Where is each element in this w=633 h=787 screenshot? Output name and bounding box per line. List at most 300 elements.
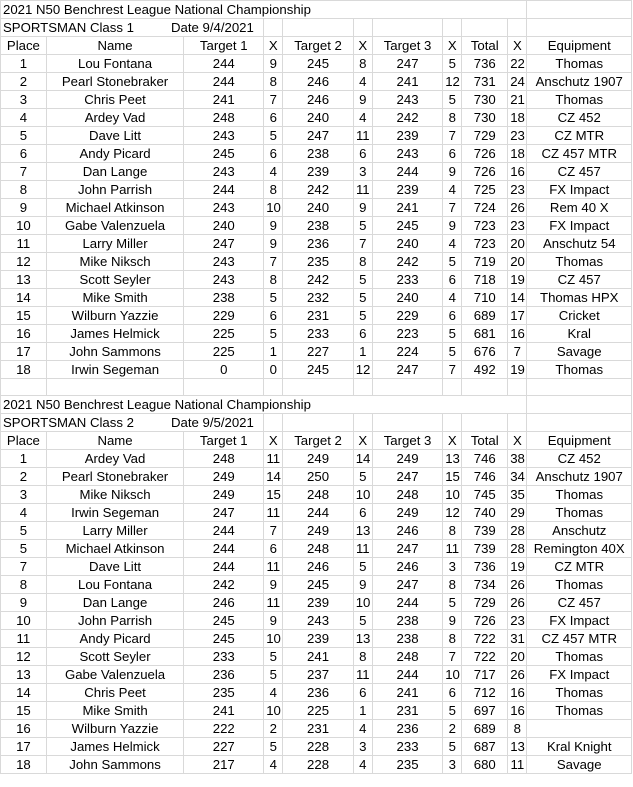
cell-equipment[interactable]: CZ 452 [527, 450, 632, 468]
cell-target-2-x[interactable]: 11 [353, 666, 372, 684]
cell-target-2[interactable]: 240 [283, 109, 353, 127]
cell-name[interactable]: Michael Atkinson [46, 540, 183, 558]
cell-target-1[interactable]: 247 [184, 235, 264, 253]
cell-target-2-x[interactable]: 13 [353, 630, 372, 648]
cell-total-x[interactable]: 28 [508, 522, 527, 540]
cell-target-3-x[interactable]: 10 [443, 666, 462, 684]
cell-target-1[interactable]: 240 [184, 217, 264, 235]
cell-target-2-x[interactable]: 13 [353, 522, 372, 540]
cell-target-1-x[interactable]: 9 [264, 576, 283, 594]
empty-cell[interactable] [527, 1, 632, 19]
cell-target-1[interactable]: 245 [184, 145, 264, 163]
cell-name[interactable]: Dave Litt [46, 127, 183, 145]
cell-target-3-x[interactable]: 12 [443, 73, 462, 91]
cell-place[interactable]: 1 [1, 55, 47, 73]
cell-total[interactable]: 731 [462, 73, 508, 91]
cell-equipment[interactable]: CZ MTR [527, 127, 632, 145]
empty-cell[interactable] [264, 379, 283, 396]
cell-target-1-x[interactable]: 10 [264, 199, 283, 217]
cell-name[interactable]: Larry Miller [46, 522, 183, 540]
cell-total-x[interactable]: 22 [508, 55, 527, 73]
empty-cell[interactable] [462, 379, 508, 396]
cell-total-x[interactable]: 19 [508, 558, 527, 576]
cell-target-2-x[interactable]: 12 [353, 361, 372, 379]
cell-place[interactable]: 7 [1, 163, 47, 181]
cell-equipment[interactable]: Thomas [527, 684, 632, 702]
cell-target-3[interactable]: 229 [372, 307, 442, 325]
cell-total-x[interactable]: 11 [508, 756, 527, 774]
empty-cell[interactable] [283, 414, 353, 432]
header-name[interactable]: Name [46, 432, 183, 450]
empty-cell[interactable] [527, 379, 632, 396]
cell-target-3[interactable]: 247 [372, 361, 442, 379]
empty-cell[interactable] [508, 414, 527, 432]
cell-place[interactable]: 2 [1, 468, 47, 486]
cell-target-3[interactable]: 238 [372, 630, 442, 648]
cell-target-1-x[interactable]: 6 [264, 109, 283, 127]
cell-total[interactable]: 687 [462, 738, 508, 756]
cell-name[interactable]: Lou Fontana [46, 576, 183, 594]
cell-total-x[interactable]: 18 [508, 109, 527, 127]
cell-total[interactable]: 689 [462, 307, 508, 325]
cell-place[interactable]: 11 [1, 235, 47, 253]
cell-total[interactable]: 729 [462, 127, 508, 145]
cell-target-1-x[interactable]: 6 [264, 540, 283, 558]
cell-name[interactable]: Wilburn Yazzie [46, 720, 183, 738]
cell-target-2-x[interactable]: 5 [353, 558, 372, 576]
cell-total[interactable]: 739 [462, 522, 508, 540]
cell-place[interactable]: 9 [1, 594, 47, 612]
cell-total-x[interactable]: 34 [508, 468, 527, 486]
cell-target-1-x[interactable]: 15 [264, 486, 283, 504]
cell-total[interactable]: 739 [462, 540, 508, 558]
cell-name[interactable]: Irwin Segeman [46, 504, 183, 522]
cell-total[interactable]: 717 [462, 666, 508, 684]
cell-total-x[interactable]: 23 [508, 181, 527, 199]
cell-place[interactable]: 7 [1, 558, 47, 576]
cell-total[interactable]: 729 [462, 594, 508, 612]
cell-place[interactable]: 5 [1, 522, 47, 540]
empty-cell[interactable] [527, 414, 632, 432]
cell-name[interactable]: Mike Smith [46, 702, 183, 720]
cell-target-3-x[interactable]: 5 [443, 325, 462, 343]
cell-target-2[interactable]: 248 [283, 540, 353, 558]
cell-total[interactable]: 746 [462, 450, 508, 468]
cell-target-1-x[interactable]: 4 [264, 684, 283, 702]
cell-total-x[interactable]: 16 [508, 702, 527, 720]
cell-target-1-x[interactable]: 5 [264, 648, 283, 666]
empty-cell[interactable] [46, 379, 183, 396]
cell-target-2-x[interactable]: 5 [353, 468, 372, 486]
cell-place[interactable]: 13 [1, 271, 47, 289]
header-total[interactable]: Total [462, 432, 508, 450]
cell-target-2[interactable]: 236 [283, 235, 353, 253]
cell-total-x[interactable]: 19 [508, 361, 527, 379]
cell-name[interactable]: Gabe Valenzuela [46, 217, 183, 235]
cell-target-1[interactable]: 242 [184, 576, 264, 594]
header-target-2[interactable]: Target 2 [283, 37, 353, 55]
cell-target-2[interactable]: 247 [283, 127, 353, 145]
cell-target-2-x[interactable]: 6 [353, 145, 372, 163]
cell-target-2-x[interactable]: 4 [353, 73, 372, 91]
cell-name[interactable]: Larry Miller [46, 235, 183, 253]
cell-name[interactable]: John Sammons [46, 756, 183, 774]
cell-target-3-x[interactable]: 5 [443, 594, 462, 612]
cell-place[interactable]: 10 [1, 612, 47, 630]
cell-target-1-x[interactable]: 11 [264, 594, 283, 612]
cell-target-3[interactable]: 241 [372, 684, 442, 702]
cell-target-2-x[interactable]: 1 [353, 702, 372, 720]
cell-target-2[interactable]: 231 [283, 307, 353, 325]
header-equipment[interactable]: Equipment [527, 37, 632, 55]
cell-target-2-x[interactable]: 10 [353, 594, 372, 612]
cell-name[interactable]: Mike Niksch [46, 253, 183, 271]
cell-name[interactable]: Mike Niksch [46, 486, 183, 504]
cell-target-3[interactable]: 224 [372, 343, 442, 361]
cell-total[interactable]: 697 [462, 702, 508, 720]
header-target-3[interactable]: Target 3 [372, 432, 442, 450]
cell-total[interactable]: 736 [462, 55, 508, 73]
cell-target-2-x[interactable]: 5 [353, 289, 372, 307]
cell-total[interactable]: 710 [462, 289, 508, 307]
cell-target-3-x[interactable]: 9 [443, 612, 462, 630]
class-label[interactable] [1, 19, 264, 37]
cell-equipment[interactable]: Thomas [527, 361, 632, 379]
header-equipment[interactable]: Equipment [527, 432, 632, 450]
cell-total-x[interactable]: 26 [508, 576, 527, 594]
cell-target-3[interactable]: 243 [372, 91, 442, 109]
cell-equipment[interactable]: Rem 40 X [527, 199, 632, 217]
cell-place[interactable]: 14 [1, 289, 47, 307]
cell-name[interactable]: Ardey Vad [46, 450, 183, 468]
cell-target-1[interactable]: 243 [184, 271, 264, 289]
cell-place[interactable]: 2 [1, 73, 47, 91]
cell-total[interactable]: 740 [462, 504, 508, 522]
header-target-2-x[interactable]: X [353, 432, 372, 450]
cell-place[interactable]: 17 [1, 738, 47, 756]
cell-total[interactable]: 712 [462, 684, 508, 702]
cell-equipment[interactable]: Thomas [527, 486, 632, 504]
header-target-3-x[interactable]: X [443, 432, 462, 450]
cell-equipment[interactable]: Kral [527, 325, 632, 343]
cell-target-2[interactable]: 239 [283, 163, 353, 181]
cell-target-3-x[interactable]: 7 [443, 648, 462, 666]
cell-place[interactable]: 5 [1, 540, 47, 558]
cell-target-3[interactable]: 235 [372, 756, 442, 774]
cell-target-1[interactable]: 244 [184, 522, 264, 540]
cell-target-1-x[interactable]: 7 [264, 91, 283, 109]
cell-name[interactable]: Dave Litt [46, 558, 183, 576]
cell-target-3-x[interactable]: 5 [443, 702, 462, 720]
cell-target-1[interactable]: 245 [184, 630, 264, 648]
cell-target-3[interactable]: 231 [372, 702, 442, 720]
cell-equipment[interactable]: Thomas [527, 55, 632, 73]
empty-cell[interactable] [443, 414, 462, 432]
cell-name[interactable]: John Parrish [46, 181, 183, 199]
cell-equipment[interactable]: Thomas [527, 576, 632, 594]
cell-total-x[interactable]: 31 [508, 630, 527, 648]
cell-equipment[interactable]: Thomas [527, 91, 632, 109]
cell-target-1[interactable]: 225 [184, 343, 264, 361]
cell-target-3[interactable]: 248 [372, 486, 442, 504]
cell-place[interactable]: 8 [1, 576, 47, 594]
cell-target-2-x[interactable]: 5 [353, 307, 372, 325]
cell-target-1[interactable]: 227 [184, 738, 264, 756]
cell-place[interactable]: 3 [1, 486, 47, 504]
cell-target-1[interactable]: 222 [184, 720, 264, 738]
cell-target-1-x[interactable]: 6 [264, 145, 283, 163]
empty-cell[interactable] [184, 379, 264, 396]
cell-target-3-x[interactable]: 3 [443, 558, 462, 576]
cell-target-3[interactable]: 242 [372, 109, 442, 127]
cell-target-3-x[interactable]: 15 [443, 468, 462, 486]
cell-place[interactable]: 3 [1, 91, 47, 109]
cell-equipment[interactable]: CZ 457 [527, 163, 632, 181]
cell-name[interactable]: Andy Picard [46, 630, 183, 648]
cell-target-2[interactable]: 239 [283, 630, 353, 648]
header-target-1[interactable]: Target 1 [184, 432, 264, 450]
cell-target-3-x[interactable]: 5 [443, 253, 462, 271]
cell-target-3[interactable]: 249 [372, 504, 442, 522]
cell-target-1-x[interactable]: 11 [264, 504, 283, 522]
empty-cell[interactable] [353, 379, 372, 396]
cell-total-x[interactable]: 26 [508, 594, 527, 612]
cell-target-3[interactable]: 246 [372, 522, 442, 540]
cell-place[interactable]: 15 [1, 702, 47, 720]
cell-target-1-x[interactable]: 6 [264, 307, 283, 325]
empty-cell[interactable] [372, 19, 442, 37]
cell-target-3-x[interactable]: 5 [443, 91, 462, 109]
cell-equipment[interactable]: FX Impact [527, 666, 632, 684]
cell-target-2[interactable]: 245 [283, 55, 353, 73]
cell-total-x[interactable]: 20 [508, 235, 527, 253]
empty-cell[interactable] [443, 379, 462, 396]
cell-target-2-x[interactable]: 5 [353, 612, 372, 630]
cell-target-3[interactable]: 242 [372, 253, 442, 271]
cell-name[interactable]: Pearl Stonebraker [46, 73, 183, 91]
cell-equipment[interactable]: Savage [527, 756, 632, 774]
cell-target-3-x[interactable]: 9 [443, 163, 462, 181]
cell-target-2-x[interactable]: 14 [353, 450, 372, 468]
cell-equipment[interactable]: Anschutz 54 [527, 235, 632, 253]
cell-target-2[interactable]: 235 [283, 253, 353, 271]
empty-cell[interactable] [508, 379, 527, 396]
empty-cell[interactable] [353, 414, 372, 432]
cell-place[interactable]: 8 [1, 181, 47, 199]
header-target-3-x[interactable]: X [443, 37, 462, 55]
cell-total[interactable]: 734 [462, 576, 508, 594]
empty-cell[interactable] [264, 19, 283, 37]
cell-target-1-x[interactable]: 9 [264, 235, 283, 253]
cell-total-x[interactable]: 8 [508, 720, 527, 738]
cell-target-2-x[interactable]: 6 [353, 504, 372, 522]
cell-target-1[interactable]: 249 [184, 468, 264, 486]
empty-cell[interactable] [462, 19, 508, 37]
cell-target-1-x[interactable]: 5 [264, 325, 283, 343]
header-target-1-x[interactable]: X [264, 432, 283, 450]
cell-target-2-x[interactable]: 7 [353, 235, 372, 253]
cell-name[interactable]: James Helmick [46, 738, 183, 756]
cell-target-2-x[interactable]: 11 [353, 540, 372, 558]
cell-place[interactable]: 15 [1, 307, 47, 325]
empty-cell[interactable] [462, 414, 508, 432]
cell-name[interactable]: Chris Peet [46, 91, 183, 109]
cell-target-2-x[interactable]: 4 [353, 756, 372, 774]
cell-target-2[interactable]: 240 [283, 199, 353, 217]
cell-place[interactable]: 6 [1, 145, 47, 163]
cell-target-1[interactable]: 244 [184, 55, 264, 73]
cell-target-3-x[interactable]: 10 [443, 486, 462, 504]
cell-total-x[interactable]: 18 [508, 145, 527, 163]
cell-target-3-x[interactable]: 6 [443, 271, 462, 289]
cell-equipment[interactable]: FX Impact [527, 181, 632, 199]
cell-target-3-x[interactable]: 8 [443, 576, 462, 594]
cell-total[interactable]: 730 [462, 109, 508, 127]
cell-place[interactable]: 13 [1, 666, 47, 684]
cell-target-1[interactable]: 0 [184, 361, 264, 379]
cell-place[interactable]: 5 [1, 127, 47, 145]
cell-total-x[interactable]: 19 [508, 271, 527, 289]
section-title[interactable]: 2021 N50 Benchrest League National Championship [1, 1, 527, 19]
cell-target-2-x[interactable]: 4 [353, 109, 372, 127]
cell-target-1-x[interactable]: 7 [264, 522, 283, 540]
cell-total[interactable]: 725 [462, 181, 508, 199]
cell-total[interactable]: 726 [462, 612, 508, 630]
cell-target-1[interactable]: 243 [184, 163, 264, 181]
cell-equipment[interactable]: Thomas [527, 702, 632, 720]
cell-target-1-x[interactable]: 2 [264, 720, 283, 738]
cell-total[interactable]: 730 [462, 91, 508, 109]
cell-name[interactable]: John Parrish [46, 612, 183, 630]
cell-name[interactable]: Dan Lange [46, 594, 183, 612]
cell-target-2[interactable]: 249 [283, 522, 353, 540]
cell-target-1[interactable]: 236 [184, 666, 264, 684]
cell-total[interactable]: 722 [462, 630, 508, 648]
cell-target-3-x[interactable]: 7 [443, 361, 462, 379]
cell-target-1[interactable]: 241 [184, 91, 264, 109]
cell-equipment[interactable]: Cricket [527, 307, 632, 325]
cell-target-1-x[interactable]: 9 [264, 612, 283, 630]
cell-equipment[interactable]: CZ 457 MTR [527, 145, 632, 163]
cell-place[interactable]: 12 [1, 253, 47, 271]
cell-total-x[interactable]: 29 [508, 504, 527, 522]
cell-place[interactable]: 4 [1, 504, 47, 522]
cell-name[interactable]: Pearl Stonebraker [46, 468, 183, 486]
cell-target-2-x[interactable]: 5 [353, 271, 372, 289]
cell-place[interactable]: 11 [1, 630, 47, 648]
cell-target-3[interactable]: 236 [372, 720, 442, 738]
cell-target-2-x[interactable]: 11 [353, 127, 372, 145]
cell-target-1-x[interactable]: 10 [264, 702, 283, 720]
cell-target-3[interactable]: 247 [372, 576, 442, 594]
cell-target-3[interactable]: 243 [372, 145, 442, 163]
cell-target-3-x[interactable]: 7 [443, 127, 462, 145]
cell-total-x[interactable]: 14 [508, 289, 527, 307]
cell-target-2[interactable]: 246 [283, 73, 353, 91]
cell-target-1-x[interactable]: 1 [264, 343, 283, 361]
cell-name[interactable]: Michael Atkinson [46, 199, 183, 217]
cell-target-2-x[interactable]: 9 [353, 576, 372, 594]
cell-place[interactable]: 12 [1, 648, 47, 666]
cell-target-3-x[interactable]: 6 [443, 684, 462, 702]
cell-target-3[interactable]: 239 [372, 181, 442, 199]
cell-target-1[interactable]: 249 [184, 486, 264, 504]
empty-cell[interactable] [353, 19, 372, 37]
cell-target-1-x[interactable]: 5 [264, 738, 283, 756]
cell-target-2[interactable]: 246 [283, 91, 353, 109]
empty-cell[interactable] [283, 19, 353, 37]
cell-target-1-x[interactable]: 4 [264, 756, 283, 774]
header-target-3[interactable]: Target 3 [372, 37, 442, 55]
cell-target-1[interactable]: 248 [184, 450, 264, 468]
cell-target-2[interactable]: 237 [283, 666, 353, 684]
cell-target-3-x[interactable]: 6 [443, 307, 462, 325]
cell-equipment[interactable]: Anschutz [527, 522, 632, 540]
cell-target-3-x[interactable]: 5 [443, 738, 462, 756]
cell-target-3[interactable]: 240 [372, 235, 442, 253]
cell-target-1-x[interactable]: 11 [264, 450, 283, 468]
empty-cell[interactable] [1, 379, 47, 396]
empty-cell[interactable] [264, 414, 283, 432]
cell-target-2[interactable]: 231 [283, 720, 353, 738]
cell-equipment[interactable]: CZ 457 [527, 271, 632, 289]
cell-place[interactable]: 16 [1, 720, 47, 738]
cell-target-2[interactable]: 236 [283, 684, 353, 702]
cell-target-3[interactable]: 241 [372, 73, 442, 91]
cell-equipment[interactable]: CZ 457 MTR [527, 630, 632, 648]
cell-total-x[interactable]: 24 [508, 73, 527, 91]
cell-target-1-x[interactable]: 5 [264, 666, 283, 684]
cell-name[interactable]: Gabe Valenzuela [46, 666, 183, 684]
cell-target-3-x[interactable]: 2 [443, 720, 462, 738]
class-label[interactable] [1, 414, 264, 432]
cell-target-1-x[interactable]: 9 [264, 217, 283, 235]
header-target-2-x[interactable]: X [353, 37, 372, 55]
cell-place[interactable]: 17 [1, 343, 47, 361]
cell-target-2[interactable]: 228 [283, 756, 353, 774]
cell-target-1-x[interactable]: 9 [264, 55, 283, 73]
cell-target-3-x[interactable]: 4 [443, 289, 462, 307]
empty-cell[interactable] [283, 379, 353, 396]
empty-cell[interactable] [443, 19, 462, 37]
cell-target-1[interactable]: 238 [184, 289, 264, 307]
cell-total[interactable]: 681 [462, 325, 508, 343]
cell-total-x[interactable]: 13 [508, 738, 527, 756]
cell-total-x[interactable]: 20 [508, 253, 527, 271]
cell-target-3-x[interactable]: 8 [443, 522, 462, 540]
cell-target-2[interactable]: 250 [283, 468, 353, 486]
cell-target-3-x[interactable]: 4 [443, 181, 462, 199]
cell-target-1[interactable]: 247 [184, 504, 264, 522]
cell-target-2[interactable]: 241 [283, 648, 353, 666]
cell-name[interactable]: Lou Fontana [46, 55, 183, 73]
cell-target-3[interactable]: 244 [372, 163, 442, 181]
cell-target-1[interactable]: 235 [184, 684, 264, 702]
cell-target-3-x[interactable]: 8 [443, 630, 462, 648]
cell-target-3[interactable]: 246 [372, 558, 442, 576]
cell-total[interactable]: 724 [462, 199, 508, 217]
cell-target-1-x[interactable]: 7 [264, 253, 283, 271]
cell-total[interactable]: 689 [462, 720, 508, 738]
header-target-1[interactable]: Target 1 [184, 37, 264, 55]
cell-target-1[interactable]: 225 [184, 325, 264, 343]
cell-target-3[interactable]: 247 [372, 55, 442, 73]
section-title[interactable]: 2021 N50 Benchrest League National Championship [1, 396, 527, 414]
cell-target-2-x[interactable]: 1 [353, 343, 372, 361]
cell-target-2-x[interactable]: 9 [353, 91, 372, 109]
cell-target-3-x[interactable]: 5 [443, 55, 462, 73]
cell-name[interactable]: Andy Picard [46, 145, 183, 163]
